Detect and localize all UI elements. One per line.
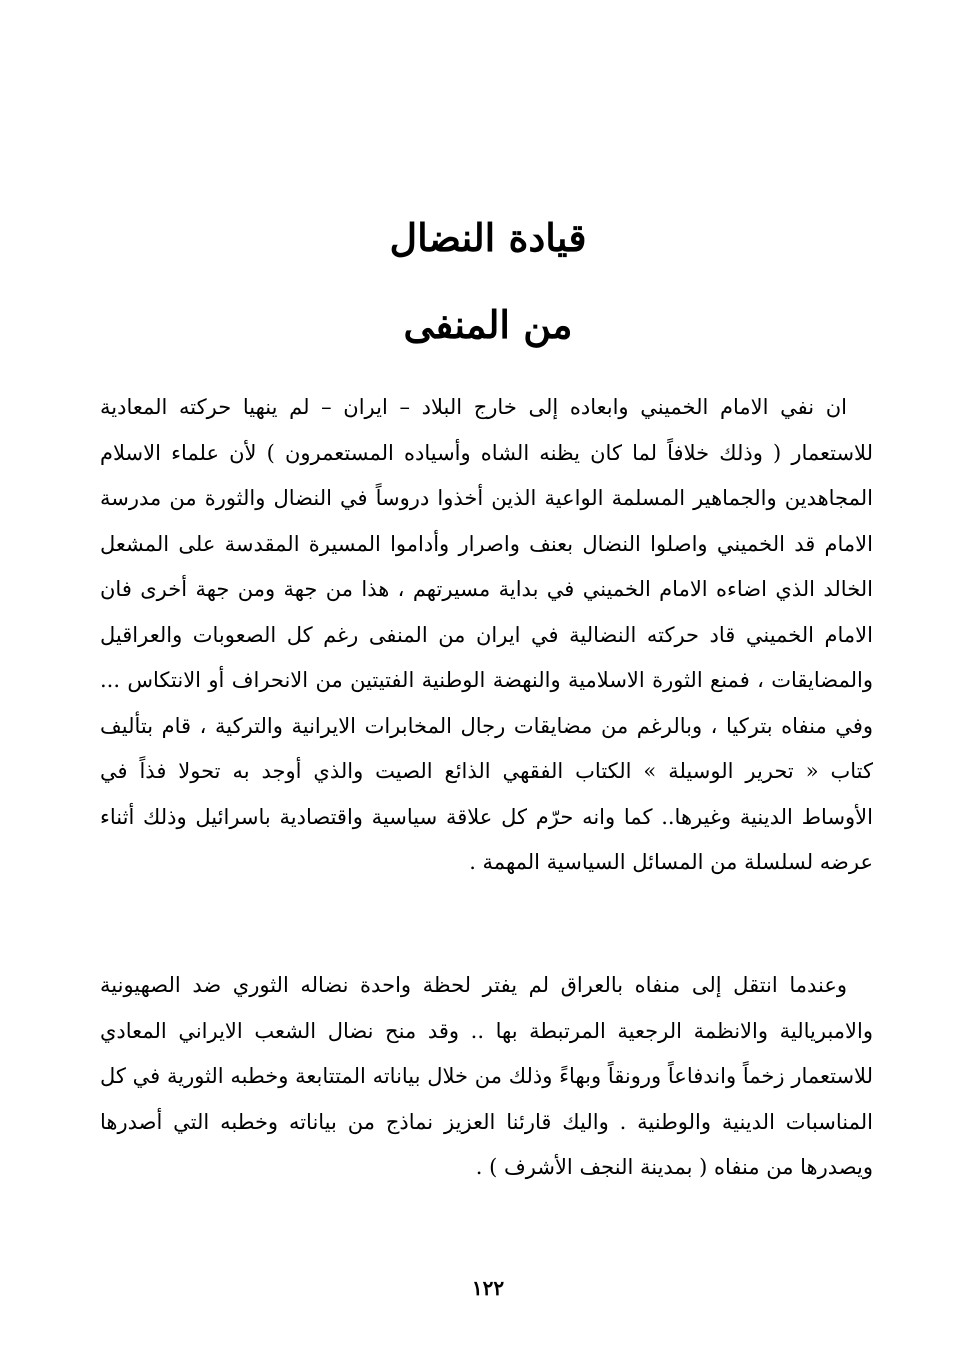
page-title-line-1: قيادة النضال [389,215,587,260]
page-number: ١٢٢ [471,1276,505,1300]
body-paragraph-1: ان نفي الامام الخميني وابعاده إلى خارج البلاد – ايران – لم ينهيا حركته المعادية للاستعمار ( وذلك خلافاً لما كان يظنه الشاه وأسياده المستعمرون ) لأن علماء الاسلام المجاهدين والجماهير المسلمة الواعية الذين أخذوا دروساً في النضال والثورة من مدرسة الامام قد الخميني واصلوا النضال بعنف واصرار وأداموا المسيرة المقدسة على المشعل الخالد الذي اضاءه الامام الخميني في بداية مسيرتهم ، هذا من جهة ومن جهة أخرى فان الامام الخميني قاد حركته النضالية في ايران من المنفى رغم كل الصعوبات والعراقيل والمضايقات ، فمنع الثورة الاسلامية والنهضة الوطنية الفتيتين من الانحراف أو الانتكاس ... وفي منفاه بتركيا ، وبالرغم من مضايقات رجال المخابرات الايرانية والتركية ، قام بتأليف كتاب « تحرير الوسيلة » الكتاب الفقهي الذائع الصيت والذي أوجد به تحولا فذاً في الأوساط الدينية وغيرها.. كما وانه حرّم كل علاقة سياسية واقتصادية باسرائيل وذلك أثناء عرضه لسلسلة من المسائل السياسية المهمة . [100,395,873,874]
body-paragraph-2: وعندما انتقل إلى منفاه بالعراق لم يفتر لحظة واحدة نضاله الثوري ضد الصهيونية والامبريالية والانظمة الرجعية المرتبطة بها .. وقد منح نضال الشعب الايراني المعادي للاستعمار زخماً واندفاعاً ورونقاً وبهاءً وذلك من خلال بياناته المتتابعة وخطبه الثورية في كل المناسبات الدينية والوطنية . واليك قارئنا العزيز نماذج من بياناته وخطبه التي أصدرها ويصدرها من منفاه ( بمدينة النجف الأشرف ) . [100,973,873,1179]
page-title-line-2: من المنفى [403,302,573,347]
